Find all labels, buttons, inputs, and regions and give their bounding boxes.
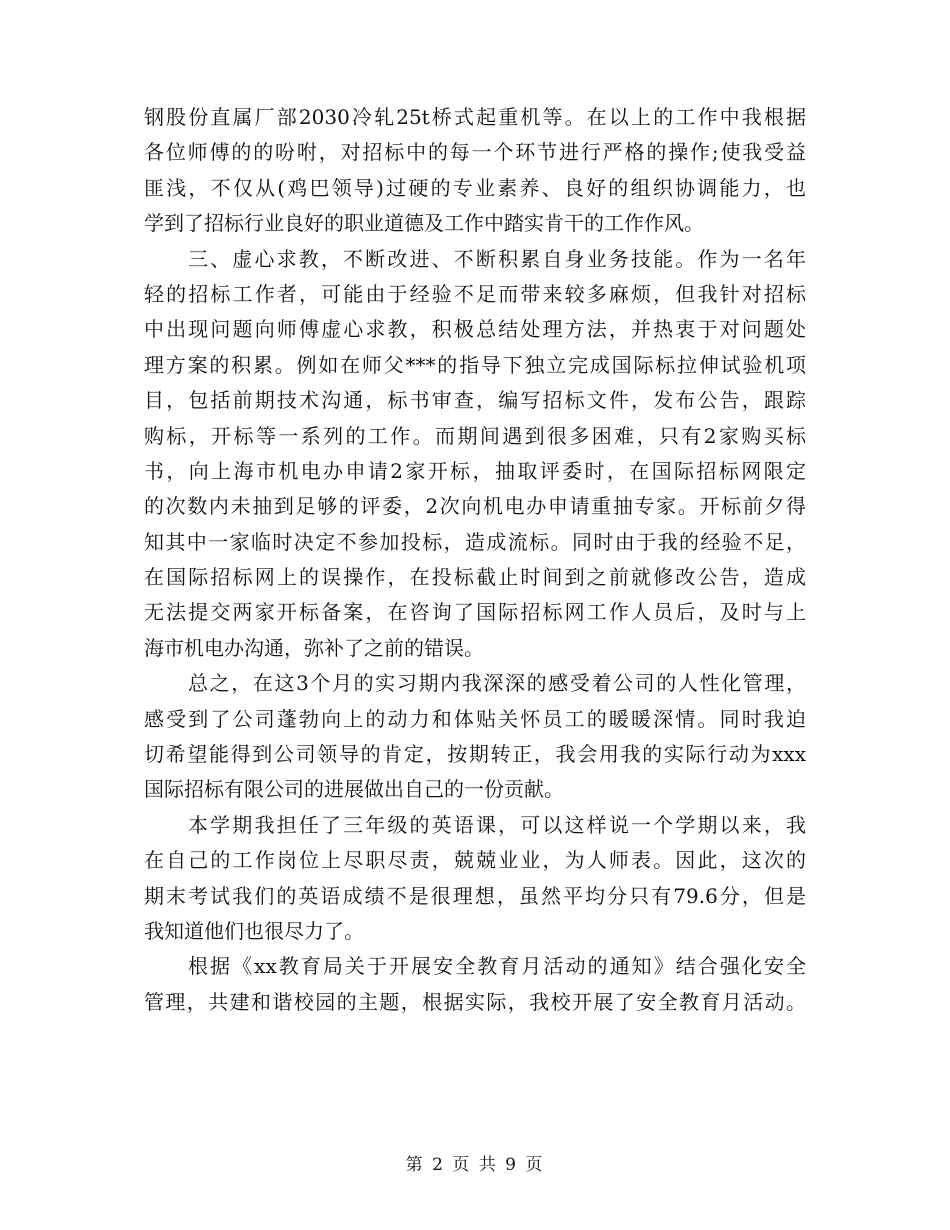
document-body	[144, 100, 806, 1020]
paragraph-4	[144, 808, 806, 950]
text-line: 钢股份直属厂部2030冷轧25t桥式起重机等。在以上的工作中我根据	[144, 105, 806, 129]
text-line: 目，包括前期技术沟通，标书审查，编写招标文件，发布公告，跟踪	[144, 388, 806, 413]
text-line: 各位师傅的的吩咐，对招标中的每一个环节进行严格的操作;使我受益	[144, 140, 806, 165]
page-footer	[0, 1153, 950, 1177]
text-line: 中出现问题向师傅虚心求教，积极总结处理方法，并热衷于对问题处	[144, 317, 806, 342]
text-line: 购标，开标等一系列的工作。而期间遇到很多困难，只有2家购买标	[144, 423, 806, 448]
text-line: 总之，在这3个月的实习期内我深深的感受着公司的人性化管理，	[188, 671, 806, 696]
text-line: 在国际招标网上的误操作，在投标截止时间到之前就修改公告，造成	[144, 565, 806, 590]
page-number-label: 第 2 页 共 9 页	[405, 1155, 545, 1175]
text-line: 国际招标有限公司的进展做出自己的一份贡献。	[144, 777, 564, 802]
text-line: 根据《xx教育局关于开展安全教育月活动的通知》结合强化安全	[188, 954, 806, 979]
text-line: 在自己的工作岗位上尽职尽责，兢兢业业，为人师表。因此，这次的	[144, 848, 806, 873]
text-line: 切希望能得到公司领导的肯定，按期转正，我会用我的实际行动为xxx	[144, 742, 806, 767]
text-line: 理方案的积累。例如在师父***的指导下独立完成国际标拉伸试验机项	[144, 352, 806, 377]
text-line: 匪浅，不仅从(鸡巴领导)过硬的专业素养、良好的组织协调能力，也	[144, 175, 806, 200]
text-line: 学到了招标行业良好的职业道德及工作中踏实肯干的工作作风。	[144, 211, 704, 236]
text-line: 海市机电办沟通，弥补了之前的错误。	[144, 635, 484, 660]
text-line: 管理，共建和谐校园的主题，根据实际，我校开展了安全教育月活动。	[144, 989, 806, 1014]
text-line: 书，向上海市机电办申请2家开标，抽取评委时，在国际招标网限定	[144, 458, 806, 483]
text-line: 感受到了公司蓬勃向上的动力和体贴关怀员工的暖暖深情。同时我迫	[144, 706, 806, 731]
text-line: 我知道他们也很尽力了。	[144, 918, 364, 943]
text-line: 本学期我担任了三年级的英语课，可以这样说一个学期以来，我	[188, 812, 806, 837]
text-line: 知其中一家临时决定不参加投标，造成流标。同时由于我的经验不足，	[144, 529, 806, 554]
text-line: 三、虚心求教，不断改进、不断积累自身业务技能。作为一名年	[188, 246, 806, 271]
text-line: 轻的招标工作者，可能由于经验不足而带来较多麻烦，但我针对招标	[144, 281, 806, 306]
text-line: 无法提交两家开标备案，在咨询了国际招标网工作人员后，及时与上	[144, 600, 806, 625]
paragraph-2	[144, 242, 806, 667]
text-line: 的次数内未抽到足够的评委，2次向机电办申请重抽专家。开标前夕得	[144, 494, 806, 519]
paragraph-1	[144, 100, 806, 242]
paragraph-5	[144, 949, 806, 1020]
text-line: 期末考试我们的英语成绩不是很理想，虽然平均分只有79.6分，但是	[144, 883, 806, 908]
paragraph-3	[144, 666, 806, 808]
